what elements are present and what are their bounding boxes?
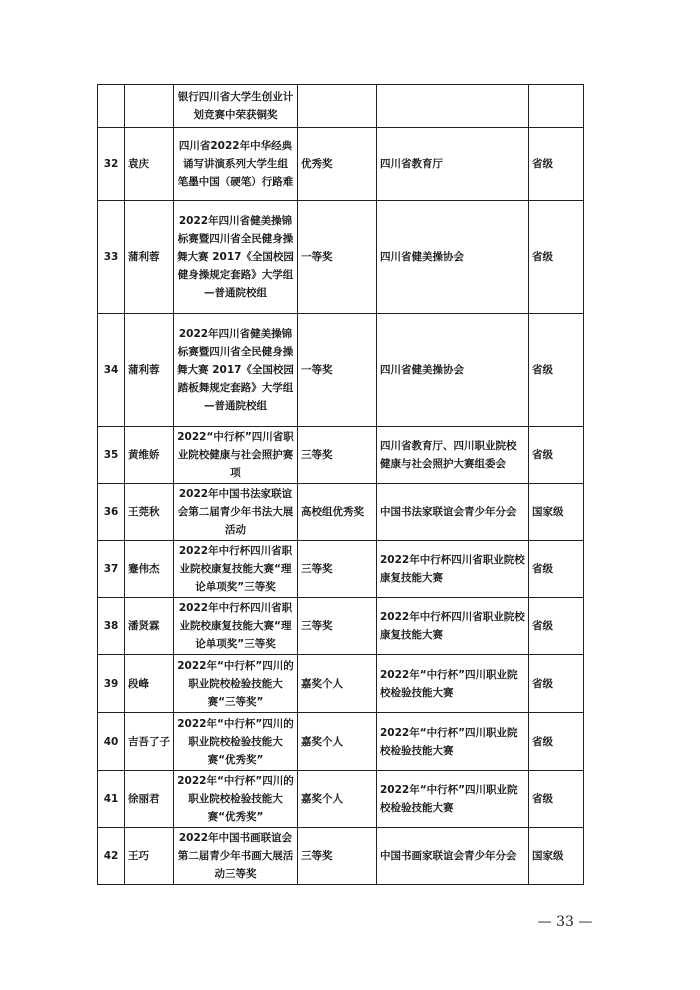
- cell-event: 2022年四川省健美操锦标赛暨四川省全民健身操舞大赛 2017《全国校园健身操规定套路》大学组—普通院校组: [174, 201, 298, 314]
- cell-event: 2022年四川省健美操锦标赛暨四川省全民健身操舞大赛 2017《全国校园踏板舞规定套路》大学组—普通院校组: [174, 314, 298, 427]
- cell-event: 2022年“中行杯”四川的职业院校检验技能大赛“优秀奖”: [174, 771, 298, 828]
- cell-no: 35: [98, 427, 125, 484]
- cell-event: 2022年中行杯四川省职业院校康复技能大赛“理论单项奖”三等奖: [174, 598, 298, 655]
- table-row: [98, 771, 584, 828]
- table-row: [98, 201, 584, 314]
- cell-award: 嘉奖个人: [298, 771, 377, 828]
- page-number: — 33 —: [537, 914, 593, 930]
- cell-level: 省级: [529, 655, 584, 713]
- cell-org: 四川省健美操协会: [377, 314, 529, 427]
- cell-award: 三等奖: [298, 427, 377, 484]
- cell-name: 王莞秋: [125, 484, 174, 541]
- cell-level: 省级: [529, 598, 584, 655]
- cell-level: 省级: [529, 713, 584, 771]
- cell-event: 2022年“中行杯”四川的职业院校检验技能大赛“三等奖”: [174, 655, 298, 713]
- table-row: [98, 541, 584, 598]
- cell-no: 39: [98, 655, 125, 713]
- cell-event: 四川省2022年中华经典诵写讲演系列大学生组 笔墨中国（硬笔）行路难: [174, 128, 298, 201]
- cell-level: 国家级: [529, 484, 584, 541]
- cell-name: 段峰: [125, 655, 174, 713]
- cell-event: 2022年中行杯四川省职业院校康复技能大赛“理论单项奖”三等奖: [174, 541, 298, 598]
- cell-no: 36: [98, 484, 125, 541]
- cell-org: 中国书画家联谊会青少年分会: [377, 828, 529, 885]
- cell-name: 袁庆: [125, 128, 174, 201]
- cell-no: 37: [98, 541, 125, 598]
- cell-no: 38: [98, 598, 125, 655]
- cell-event: 2022“中行杯”四川省职业院校健康与社会照护赛项: [174, 427, 298, 484]
- cell-level: 省级: [529, 541, 584, 598]
- table-row: [98, 85, 584, 128]
- cell-level: 省级: [529, 128, 584, 201]
- table-row: [98, 427, 584, 484]
- table-row: [98, 713, 584, 771]
- cell-award: 优秀奖: [298, 128, 377, 201]
- cell-org: 四川省教育厅、四川职业院校健康与社会照护大赛组委会: [377, 427, 529, 484]
- cell-org: 2022年“中行杯”四川职业院校检验技能大赛: [377, 713, 529, 771]
- cell-org: 2022年“中行杯”四川职业院校检验技能大赛: [377, 771, 529, 828]
- cell-award: 三等奖: [298, 598, 377, 655]
- table-row: [98, 598, 584, 655]
- cell-level: [529, 85, 584, 128]
- cell-no: 34: [98, 314, 125, 427]
- cell-level: 省级: [529, 771, 584, 828]
- cell-name: 蹇伟杰: [125, 541, 174, 598]
- cell-event: 2022年“中行杯”四川的职业院校检验技能大赛“优秀奖”: [174, 713, 298, 771]
- cell-award: 嘉奖个人: [298, 713, 377, 771]
- cell-org: [377, 85, 529, 128]
- cell-org: 四川省教育厅: [377, 128, 529, 201]
- cell-award: [298, 85, 377, 128]
- cell-no: 40: [98, 713, 125, 771]
- cell-name: 蒲利蓉: [125, 314, 174, 427]
- cell-no: 41: [98, 771, 125, 828]
- table-row: [98, 128, 584, 201]
- cell-name: [125, 85, 174, 128]
- cell-org: 中国书法家联谊会青少年分会: [377, 484, 529, 541]
- cell-award: 嘉奖个人: [298, 655, 377, 713]
- cell-no: 33: [98, 201, 125, 314]
- cell-event: 2022年中国书法家联谊会第二届青少年书法大展活动: [174, 484, 298, 541]
- awards-table-body: [98, 85, 584, 885]
- cell-name: 潘贤霖: [125, 598, 174, 655]
- cell-no: [98, 85, 125, 128]
- cell-award: 三等奖: [298, 828, 377, 885]
- cell-org: 2022年“中行杯”四川职业院校检验技能大赛: [377, 655, 529, 713]
- awards-table: [97, 84, 584, 885]
- cell-event: 银行四川省大学生创业计划竞赛中荣获铜奖: [174, 85, 298, 128]
- cell-name: 徐丽君: [125, 771, 174, 828]
- cell-level: 省级: [529, 427, 584, 484]
- cell-name: 王巧: [125, 828, 174, 885]
- cell-name: 蒲利蓉: [125, 201, 174, 314]
- table-row: [98, 484, 584, 541]
- cell-award: 一等奖: [298, 201, 377, 314]
- cell-org: 四川省健美操协会: [377, 201, 529, 314]
- table-row: [98, 828, 584, 885]
- cell-no: 42: [98, 828, 125, 885]
- cell-org: 2022年中行杯四川省职业院校康复技能大赛: [377, 541, 529, 598]
- cell-name: 吉吾了子: [125, 713, 174, 771]
- cell-org: 2022年中行杯四川省职业院校康复技能大赛: [377, 598, 529, 655]
- cell-award: 一等奖: [298, 314, 377, 427]
- cell-level: 国家级: [529, 828, 584, 885]
- table-row: [98, 314, 584, 427]
- cell-no: 32: [98, 128, 125, 201]
- cell-event: 2022年中国书画联谊会第二届青少年书画大展活动三等奖: [174, 828, 298, 885]
- cell-level: 省级: [529, 201, 584, 314]
- cell-level: 省级: [529, 314, 584, 427]
- cell-award: 三等奖: [298, 541, 377, 598]
- cell-award: 高校组优秀奖: [298, 484, 377, 541]
- table-row: [98, 655, 584, 713]
- cell-name: 黄维娇: [125, 427, 174, 484]
